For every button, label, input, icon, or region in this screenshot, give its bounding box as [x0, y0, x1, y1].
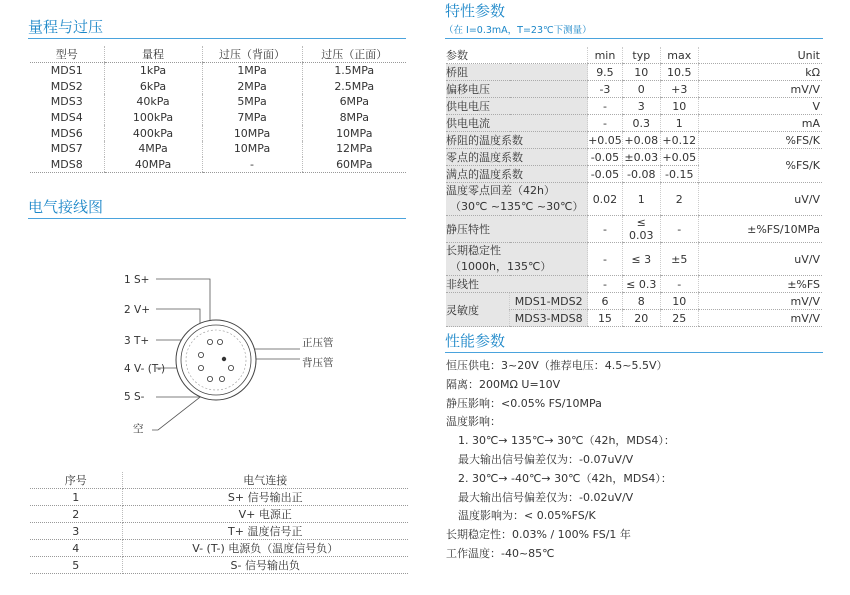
cell-min: - [588, 115, 623, 132]
cell: 8MPa [302, 110, 406, 126]
cell-unit: %FS/K [698, 132, 822, 149]
cell-typ: 8 [622, 293, 660, 310]
cell: - [202, 157, 302, 173]
wiring-table-header [30, 472, 408, 489]
table-row [446, 81, 822, 98]
table-row [446, 293, 822, 310]
cell-typ: ≤ 3 [622, 243, 660, 276]
cell-unit: mV/V [698, 293, 822, 310]
table-row [446, 149, 822, 166]
cell: V- (T-) 电源负（温度信号负） [122, 540, 408, 557]
cell-typ: 1 [622, 183, 660, 216]
param-name: 满点的温度系数 [446, 166, 588, 183]
table-row [446, 64, 822, 81]
spec-section-subtitle: （在 I=0.3mA，T=23℃下测量） [444, 25, 592, 36]
perf-line: 温度影响： [446, 415, 501, 429]
cell: MDS2 [50, 79, 83, 93]
col-header-range: 量程 [104, 46, 202, 63]
performance-section-title: 性能参数 [445, 332, 506, 350]
cell-min: 6 [588, 293, 623, 310]
range-table-header [30, 46, 406, 63]
cell-max: ±5 [660, 243, 698, 276]
table-row [446, 115, 822, 132]
cell-max: - [660, 216, 698, 243]
cell-min: - [588, 216, 623, 243]
cell-unit: %FS/K [698, 149, 822, 183]
cell-unit: mA [698, 115, 822, 132]
cell: 6kPa [104, 79, 202, 95]
pin-label-5: 5 S- [124, 391, 145, 403]
cell-max: +0.12 [660, 132, 698, 149]
cell-typ: 0.3 [622, 115, 660, 132]
cell: 2MPa [202, 79, 302, 95]
cell: 4 [30, 540, 122, 557]
col-header-overpressure-back: 过压（背面） [202, 46, 302, 63]
cell: 2.5MPa [302, 79, 406, 95]
col-header-unit: Unit [698, 47, 822, 64]
spec-table [446, 47, 822, 327]
param-name: 长期稳定性 [446, 244, 501, 257]
leader-lines [152, 279, 300, 430]
cell-typ: ≤ 0.03 [622, 216, 660, 243]
cell-unit: ±%FS [698, 276, 822, 293]
pin-label-1: 1 S+ [124, 274, 150, 286]
cell-unit: uV/V [698, 183, 822, 216]
table-row [446, 243, 822, 276]
cell: 40kPa [104, 94, 202, 110]
cell: 12MPa [302, 141, 406, 157]
cell: 6MPa [302, 94, 406, 110]
pin-label-2: 2 V+ [124, 304, 150, 316]
cell-max: 2 [660, 183, 698, 216]
param-name: 桥阻 [446, 64, 588, 81]
cell: 10MPa [302, 125, 406, 141]
param-name-sensitivity: 灵敏度 [446, 293, 510, 327]
col-header-min: min [588, 47, 623, 64]
cell: 60MPa [302, 157, 406, 173]
cell-max: - [660, 276, 698, 293]
cell-max: +3 [660, 81, 698, 98]
cell-min: +0.05 [588, 133, 622, 147]
cell-min: 0.02 [588, 183, 623, 216]
range-section-title: 量程与过压 [28, 18, 104, 36]
param-name-sub: （1000h，135℃） [450, 260, 552, 273]
param-name-block [446, 243, 588, 276]
perf-line: 最大输出信号偏差仅为：-0.07uV/V [458, 452, 634, 466]
cell-max: +0.05 [660, 149, 698, 166]
cell-unit: kΩ [698, 64, 822, 81]
cell-max: 25 [660, 310, 698, 327]
model-range: MDS1-MDS2 [510, 293, 588, 310]
param-name: 偏移电压 [446, 81, 588, 98]
perf-line: 最大输出信号偏差仅为：-0.02uV/V [458, 490, 634, 504]
cell-typ: 0 [622, 81, 660, 98]
param-name: 供电电流 [446, 115, 588, 132]
pin-label-4: 4 V- (T-) [124, 363, 166, 375]
cell-max: 10 [660, 98, 698, 115]
cell-typ: 20 [622, 310, 660, 327]
spec-section-title: 特性参数 [445, 2, 506, 20]
range-section-rule [28, 38, 406, 39]
table-row [30, 94, 406, 110]
cell: MDS4 [50, 111, 83, 125]
table-row [446, 98, 822, 115]
table-row [30, 157, 406, 173]
cell: MDS7 [50, 142, 83, 156]
tube-label-back: 背压管 [302, 357, 334, 369]
param-name: 零点的温度系数 [446, 149, 588, 166]
wiring-section-title: 电气接线图 [28, 198, 104, 216]
cell-typ: -0.08 [622, 166, 660, 183]
param-name: 非线性 [446, 276, 588, 293]
cell-typ: 10 [622, 64, 660, 81]
col-header-connection: 电气连接 [122, 472, 408, 489]
table-row [446, 132, 822, 149]
sensor-connector [176, 320, 256, 400]
performance-section-rule [445, 352, 823, 353]
cell-max: 1 [660, 115, 698, 132]
perf-line: 2. 30℃→ -40℃→ 30℃（42h，MDS4）： [458, 471, 672, 485]
cell: V+ 电源正 [122, 506, 408, 523]
table-row [446, 216, 822, 243]
table-row [30, 79, 406, 95]
col-header-model: 型号 [30, 46, 104, 63]
cell-typ: 3 [622, 98, 660, 115]
cell-unit: mV/V [698, 310, 822, 327]
col-header-overpressure-front: 过压（正面） [302, 46, 406, 63]
cell-min: - [588, 276, 623, 293]
perf-line: 1. 30℃→ 135℃→ 30℃（42h，MDS4）： [458, 434, 675, 448]
model-range: MDS3-MDS8 [510, 310, 588, 327]
table-row [30, 506, 408, 523]
cell: 7MPa [202, 110, 302, 126]
perf-line: 温度影响为：< 0.05%FS/K [458, 509, 596, 523]
param-name: 桥阻的温度系数 [446, 132, 588, 149]
cell: 4MPa [104, 141, 202, 157]
cell-min: - [588, 98, 623, 115]
pin-label-3: 3 T+ [124, 335, 150, 347]
table-row [30, 523, 408, 540]
cell: 1MPa [202, 63, 302, 79]
col-header-typ: typ [622, 47, 660, 64]
cell: T+ 温度信号正 [122, 523, 408, 540]
perf-line: 静压影响：<0.05% FS/10MPa [446, 396, 602, 410]
cell: 100kPa [104, 110, 202, 126]
table-row [30, 110, 406, 126]
wiring-table [30, 472, 408, 574]
table-row [30, 141, 406, 157]
perf-line: 工作温度：-40~85℃ [446, 546, 555, 560]
cell-typ: ±0.03 [622, 149, 660, 166]
cell: S- 信号输出负 [122, 557, 408, 574]
performance-list [446, 357, 675, 564]
cell: 5MPa [202, 94, 302, 110]
cell-typ: ≤ 0.3 [622, 276, 660, 293]
cell: 40MPa [104, 157, 202, 173]
cell: 400kPa [104, 125, 202, 141]
spec-section-rule [445, 38, 823, 39]
range-table [30, 46, 406, 173]
cell: S+ 信号输出正 [122, 489, 408, 506]
col-header-index: 序号 [30, 472, 122, 489]
table-row [30, 540, 408, 557]
table-row [30, 63, 406, 79]
param-name-sub: （30℃ ~135℃ ~30℃） [450, 200, 584, 213]
cell: MDS1 [50, 64, 83, 78]
table-row [446, 183, 822, 216]
cell-unit: mV/V [698, 81, 822, 98]
cell-min: 15 [588, 310, 623, 327]
table-row [30, 557, 408, 574]
cell-unit: uV/V [698, 243, 822, 276]
cell-min: - [588, 243, 623, 276]
perf-line: 恒压供电：3~20V（推荐电压：4.5~5.5V） [446, 359, 668, 372]
cell: 5 [30, 557, 122, 574]
param-name: 供电电压 [446, 98, 588, 115]
cell: 3 [30, 523, 122, 540]
table-row [30, 489, 408, 506]
cell: 10MPa [202, 125, 302, 141]
tube-label-front: 正压管 [302, 337, 334, 349]
table-row [30, 125, 406, 141]
cell: 2 [30, 506, 122, 523]
cell: MDS3 [50, 95, 83, 109]
param-name-block [446, 183, 588, 216]
cell-min: -0.05 [588, 149, 623, 166]
param-name: 温度零点回差（42h） [446, 184, 555, 197]
cell: 1.5MPa [302, 63, 406, 79]
cell: MDS8 [30, 157, 104, 173]
cell-unit: V [698, 98, 822, 115]
col-header-max: max [660, 47, 698, 64]
cell-unit: ±%FS/10MPa [698, 216, 822, 243]
cell: 1kPa [104, 63, 202, 79]
wiring-section-rule [28, 218, 406, 219]
cell-max: 10 [660, 293, 698, 310]
pin-label-empty: 空 [133, 423, 144, 435]
param-name: 静压特性 [446, 216, 588, 243]
cell-typ: +0.08 [622, 132, 660, 149]
col-header-param: 参数 [446, 47, 588, 64]
cell-max: -0.15 [660, 166, 698, 183]
cell-min: -3 [588, 81, 623, 98]
cell: 10MPa [202, 141, 302, 157]
table-row [446, 276, 822, 293]
cell-max: 10.5 [660, 64, 698, 81]
cell: MDS6 [50, 126, 83, 140]
spec-header [446, 47, 822, 64]
cell-min: -0.05 [588, 166, 623, 183]
cell: 1 [30, 489, 122, 506]
perf-line: 隔离：200MΩ U=10V [446, 377, 561, 391]
cell-min: 9.5 [588, 64, 623, 81]
perf-line: 长期稳定性：0.03% / 100% FS/1 年 [446, 528, 631, 542]
